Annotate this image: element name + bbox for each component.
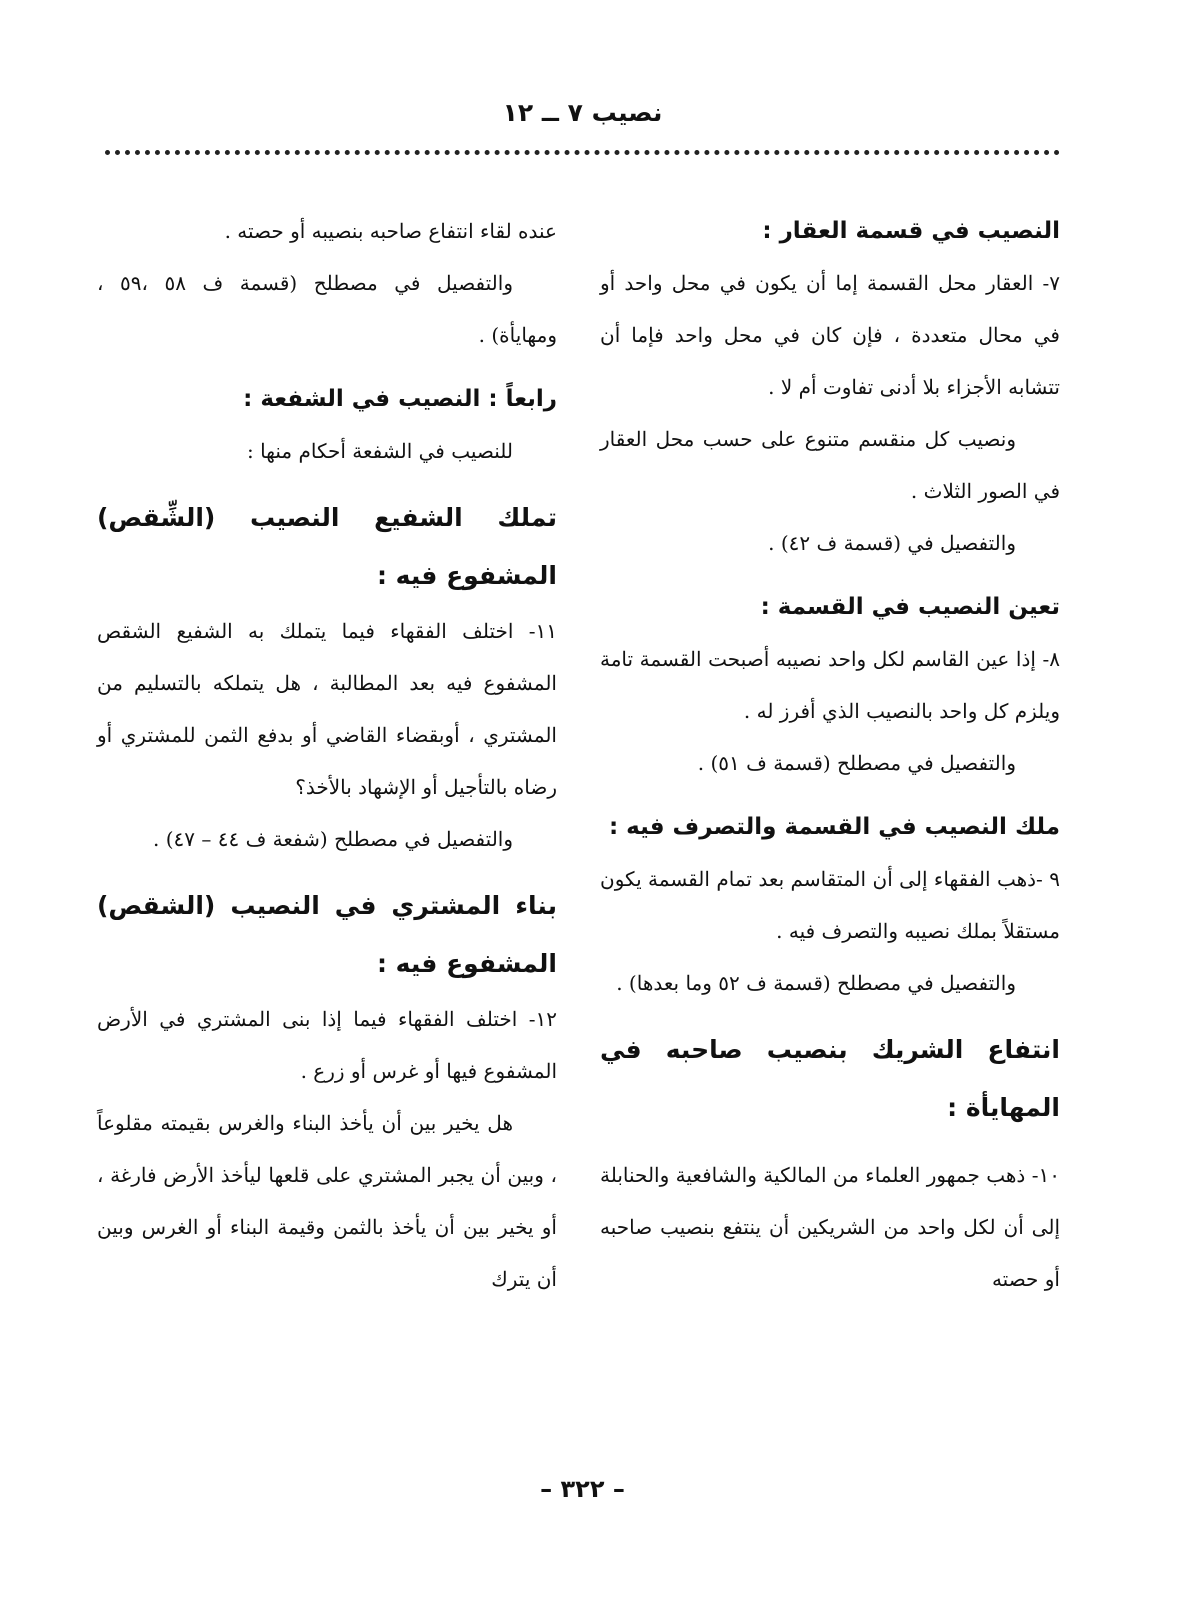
paragraph: ٩ -ذهب الفقهاء إلى أن المتقاسم بعد تمام القسمة يكون مستقلاً بملك نصيبه والتصرف فيه . xyxy=(600,867,1060,943)
reference-paragraph: والتفصيل في مصطلح (قسمة ف ٥٨ ،٥٩ ، ومهايأة) . xyxy=(97,271,557,347)
paragraph: للنصيب في الشفعة أحكام منها : xyxy=(246,439,513,463)
paragraph: عنده لقاء انتفاع صاحبه بنصيبه أو حصته . xyxy=(224,219,557,243)
section-heading: النصيب في قسمة العقار : xyxy=(762,218,1060,244)
section-heading: ملك النصيب في القسمة والتصرف فيه : xyxy=(608,814,1060,840)
reference-paragraph: والتفصيل في مصطلح (قسمة ف ٥٢ وما بعدها) . xyxy=(616,971,1016,995)
header-dotted-rule xyxy=(105,150,1060,155)
paragraph: ١٢- اختلف الفقهاء فيما إذا بنى المشتري في الأرض المشفوع فيها أو غرس أو زرع . xyxy=(97,1007,557,1083)
section-heading: انتفاع الشريك بنصيب صاحبه في المهايأة : xyxy=(600,1035,1060,1122)
reference-paragraph: والتفصيل في مصطلح (قسمة ف ٥١) . xyxy=(697,751,1016,775)
section-heading: بناء المشتري في النصيب (الشقص) المشفوع فيه : xyxy=(97,891,557,978)
reference-paragraph: والتفصيل في مصطلح (شفعة ف ٤٤ – ٤٧) . xyxy=(153,827,513,851)
paragraph: ١١- اختلف الفقهاء فيما يتملك به الشفيع الشقص المشفوع فيه بعد المطالبة ، هل يتملكه بالتسليم من المشتري ، أوبقضاء القاضي أو بدفع الثمن للمشتري أو رضاه بالتأجيل أو الإشهاد بالأخذ؟ xyxy=(97,619,557,799)
reference-paragraph: والتفصيل في (قسمة ف ٤٢) . xyxy=(768,531,1016,555)
paragraph: ٨- إذا عين القاسم لكل واحد نصيبه أصبحت القسمة تامة ويلزم كل واحد بالنصيب الذي أفرز له . xyxy=(600,647,1060,723)
running-header: نصيب ٧ ــ ١٢ xyxy=(502,98,663,127)
right-column xyxy=(600,205,1060,1305)
left-column xyxy=(97,205,557,1305)
section-heading: تعين النصيب في القسمة : xyxy=(760,594,1060,620)
section-heading: تملك الشفيع النصيب (الشِّقص) المشفوع فيه : xyxy=(97,503,557,590)
section-heading: رابعاً : النصيب في الشفعة : xyxy=(243,386,557,412)
paragraph: ١٠- ذهب جمهور العلماء من المالكية والشافعية والحنابلة إلى أن لكل واحد من الشريكين أن ينتفع بنصيب صاحبه أو حصته xyxy=(600,1163,1060,1291)
paragraph: ٧- العقار محل القسمة إما أن يكون في محل واحد أو في محال متعددة ، فإن كان في محل واحد فإما أن تتشابه الأجزاء بلا أدنى تفاوت أم لا . xyxy=(600,271,1060,399)
page-number: – ٣٢٢ – xyxy=(540,1475,625,1503)
paragraph: هل يخير بين أن يأخذ البناء والغرس بقيمته مقلوعاً ، وبين أن يجبر المشتري على قلعها ليأخذ الأرض فارغة ، أو يخير بين أن يأخذ بالثمن وقيمة البناء أو الغرس وبين أن يترك xyxy=(97,1111,557,1291)
paragraph: ونصيب كل منقسم متنوع على حسب محل العقار في الصور الثلاث . xyxy=(600,427,1060,503)
